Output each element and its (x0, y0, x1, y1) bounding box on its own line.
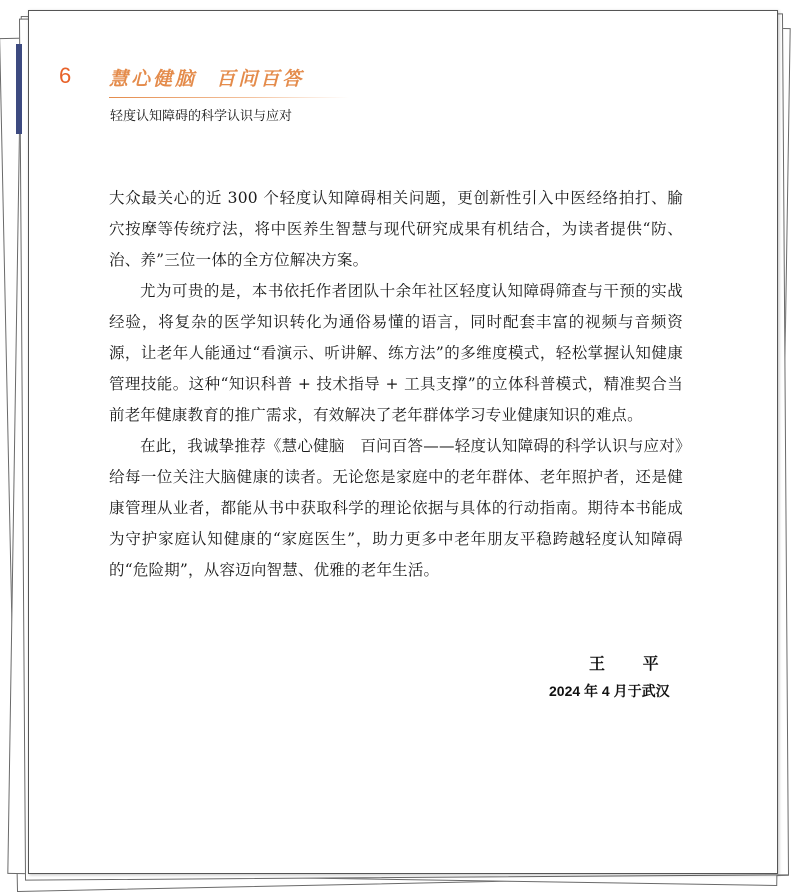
paragraph: 尤为可贵的是，本书依托作者团队十余年社区轻度认知障碍筛查与干预的实战经验，将复杂的医学知识转化为通俗易懂的语言，同时配套丰富的视频与音频资源，让老年人能通过“看演示、听讲解、练方法”的多维度模式，轻松掌握认知健康管理技能。这种“知识科普 + 技术指导 + 工具支撑”的立体科普模式，精准契合当前老年健康教育的推广需求，有效解决了老年群体学习专业健康知识的难点。 (109, 282, 683, 424)
header-divider (109, 97, 349, 98)
document-page (28, 10, 778, 874)
paragraph: 大众最关心的近 300 个轻度认知障碍相关问题，更创新性引入中医经络拍打、腧穴按摩等传统疗法，将中医养生智慧与现代研究成果有机结合，为读者提供“防、治、养”三位一体的全方位解决方案。 (109, 189, 683, 269)
author-signature: 王 平 (589, 654, 675, 673)
signature-date: 2024 年 4 月于武汉 (549, 683, 670, 699)
paragraph: 在此，我诚挚推荐《慧心健脑 百问百答——轻度认知障碍的科学认识与应对》给每一位关注大脑健康的读者。无论您是家庭中的老年群体、老年照护者，还是健康管理从业者，都能从书中获取科学的理论依据与具体的行动指南。期待本书能成为守护家庭认知健康的“家庭医生”，助力更多中老年朋友平稳跨越轻度认知障碍的“危险期”，从容迈向智慧、优雅的老年生活。 (109, 437, 683, 579)
page-number: 6 (59, 63, 72, 88)
book-title: 慧心健脑 百问百答 (109, 68, 305, 90)
cover-edge-blue (16, 44, 22, 134)
body-text (109, 183, 683, 586)
book-subtitle: 轻度认知障碍的科学认识与应对 (110, 109, 293, 124)
